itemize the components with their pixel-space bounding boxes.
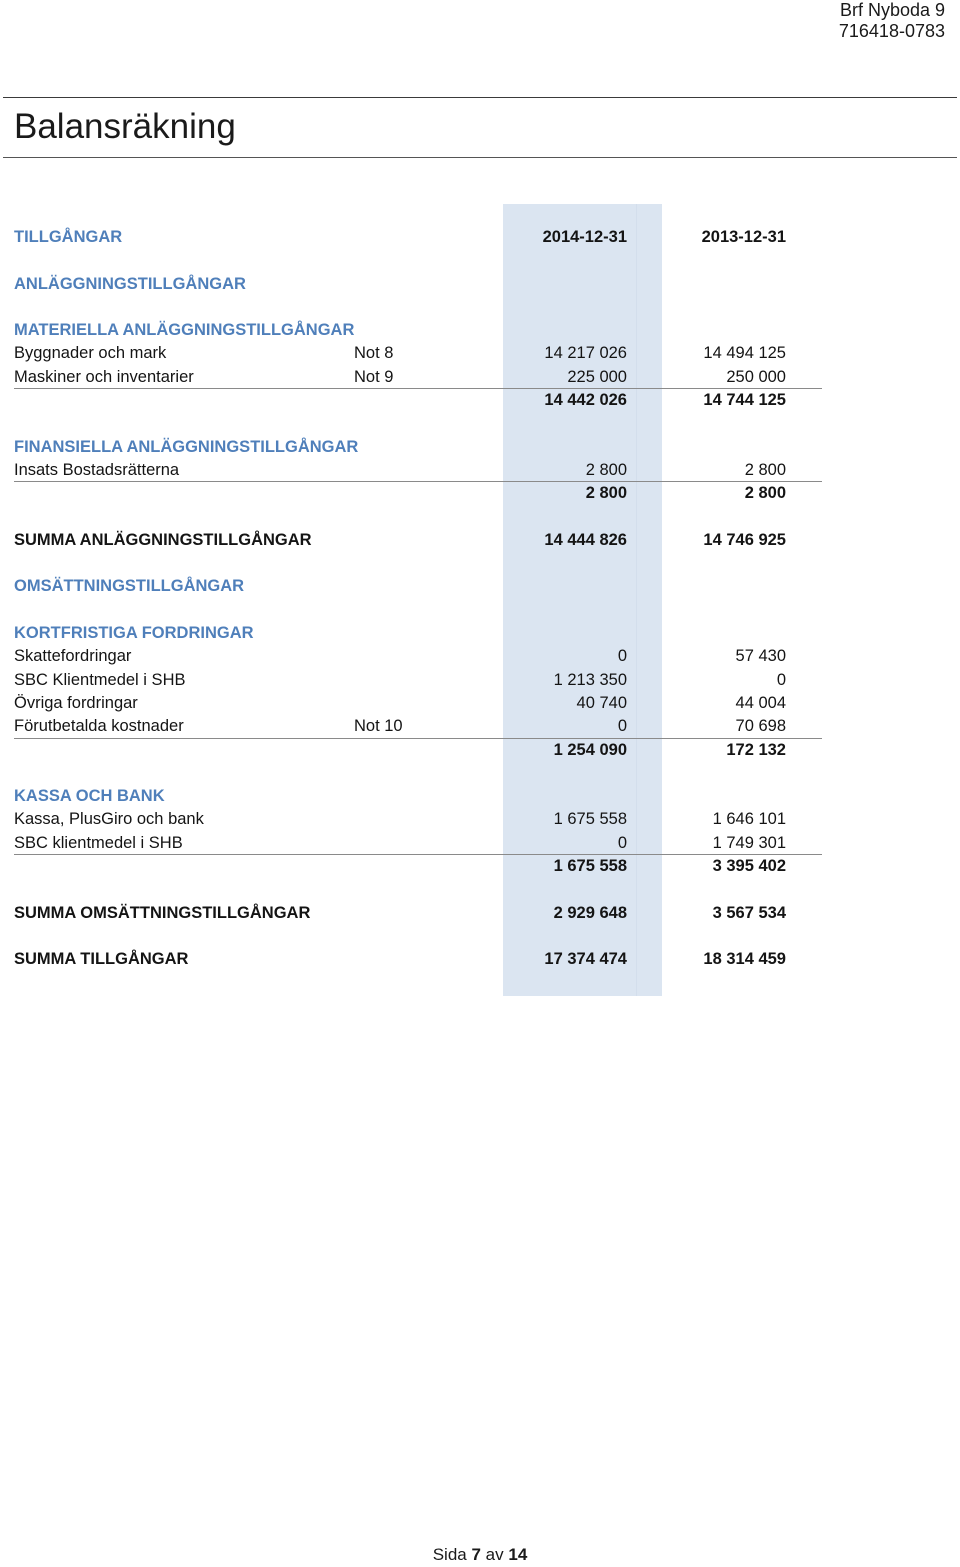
- row-label: SBC Klientmedel i SHB: [14, 670, 186, 689]
- table-row: [0, 366, 960, 389]
- value-2013: 14 494 125: [703, 344, 786, 363]
- total-2014: 2 929 648: [553, 903, 627, 922]
- value-2014: 14 217 026: [544, 344, 627, 363]
- subtotal-2013: 2 800: [744, 484, 786, 503]
- table-row: [0, 808, 960, 831]
- spacer: [0, 599, 960, 622]
- current-assets-heading: OMSÄTTNINGSTILLGÅNGAR: [14, 577, 245, 596]
- fixed-assets-heading-row: [0, 273, 960, 296]
- total-2014: 17 374 474: [544, 950, 627, 969]
- total-label: SUMMA OMSÄTTNINGSTILLGÅNGAR: [14, 903, 311, 922]
- table-row: [0, 645, 960, 668]
- page-count: 14: [508, 1545, 528, 1564]
- subtotal-2013: 3 395 402: [712, 857, 786, 876]
- row-note: Not 9: [354, 367, 394, 386]
- value-2013: 44 004: [735, 693, 786, 712]
- subtotal-row: [0, 482, 960, 505]
- spacer: [0, 249, 960, 272]
- page-title: Balansräkning: [14, 107, 236, 146]
- value-2014: 2 800: [585, 460, 627, 479]
- value-2014: 1 675 558: [553, 810, 627, 829]
- table-row: [0, 342, 960, 365]
- value-2013: 0: [776, 670, 786, 689]
- total-2013: 14 746 925: [703, 530, 786, 549]
- fixed-assets-total-row: [0, 529, 960, 552]
- table-row: [0, 669, 960, 692]
- value-2013: 57 430: [735, 647, 786, 666]
- column-header-2013: 2013-12-31: [701, 228, 786, 246]
- table-row: [0, 459, 960, 482]
- current-assets-heading-row: [0, 575, 960, 598]
- subtotal-2014: 14 442 026: [544, 391, 627, 410]
- value-2014: 225 000: [567, 367, 627, 386]
- spacer: [0, 296, 960, 319]
- page-number: 7: [471, 1545, 481, 1564]
- assets-total-row: [0, 948, 960, 971]
- subtotal-2014: 1 675 558: [553, 857, 627, 876]
- row-label: Skattefordringar: [14, 647, 132, 666]
- subtotal-row: [0, 855, 960, 878]
- total-2013: 18 314 459: [703, 950, 786, 969]
- table-row: [0, 832, 960, 855]
- value-2014: 0: [617, 717, 627, 736]
- row-label: Byggnader och mark: [14, 344, 167, 363]
- subtotal-2014: 2 800: [585, 484, 627, 503]
- fixed-assets-heading: ANLÄGGNINGSTILLGÅNGAR: [14, 274, 246, 293]
- total-2014: 14 444 826: [544, 530, 627, 549]
- value-2014: 40 740: [576, 693, 627, 712]
- balance-sheet-table: [0, 226, 960, 972]
- row-note: Not 8: [354, 344, 394, 363]
- value-2013: 2 800: [744, 460, 786, 479]
- value-2014: 0: [617, 647, 627, 666]
- subtotal-2013: 172 132: [726, 740, 786, 759]
- spacer: [0, 925, 960, 948]
- row-label: SBC klientmedel i SHB: [14, 833, 183, 852]
- subtotal-row: [0, 739, 960, 762]
- value-2014: 0: [617, 833, 627, 852]
- total-label: SUMMA ANLÄGGNINGSTILLGÅNGAR: [14, 530, 312, 549]
- tangible-assets-heading-row: [0, 319, 960, 342]
- spacer: [0, 412, 960, 435]
- total-2013: 3 567 534: [712, 903, 786, 922]
- subtotal-2013: 14 744 125: [703, 391, 786, 410]
- row-label: Maskiner och inventarier: [14, 367, 194, 386]
- spacer: [0, 506, 960, 529]
- total-label: SUMMA TILLGÅNGAR: [14, 950, 189, 969]
- row-label: Kassa, PlusGiro och bank: [14, 810, 204, 829]
- cash-heading-row: [0, 785, 960, 808]
- value-2013: 1 749 301: [712, 833, 786, 852]
- row-label: Förutbetalda kostnader: [14, 717, 184, 736]
- page-separator: av: [485, 1545, 504, 1564]
- cash-heading: KASSA OCH BANK: [14, 787, 165, 806]
- column-header-2014: 2014-12-31: [542, 228, 627, 246]
- subtotal-2014: 1 254 090: [553, 740, 627, 759]
- value-2013: 70 698: [735, 717, 786, 736]
- organization-name: Brf Nyboda 9: [839, 0, 945, 20]
- subtotal-row: [0, 389, 960, 412]
- page-label: Sida: [432, 1545, 467, 1564]
- value-2014: 1 213 350: [553, 670, 627, 689]
- spacer: [0, 552, 960, 575]
- tangible-assets-heading: MATERIELLA ANLÄGGNINGSTILLGÅNGAR: [14, 321, 355, 340]
- header-rule-bottom: [3, 157, 957, 158]
- page-footer: [0, 1545, 960, 1565]
- current-assets-total-row: [0, 902, 960, 925]
- value-2013: 1 646 101: [712, 810, 786, 829]
- row-note: Not 10: [354, 717, 403, 736]
- spacer: [0, 762, 960, 785]
- financial-assets-heading-row: [0, 436, 960, 459]
- organization-number: 716418-0783: [838, 21, 945, 41]
- row-label: Övriga fordringar: [14, 693, 138, 712]
- receivables-heading-row: [0, 622, 960, 645]
- table-row: [0, 715, 960, 738]
- financial-assets-heading: FINANSIELLA ANLÄGGNINGSTILLGÅNGAR: [14, 437, 359, 456]
- receivables-heading: KORTFRISTIGA FORDRINGAR: [14, 624, 254, 643]
- value-2013: 250 000: [726, 367, 786, 386]
- assets-heading-row: [0, 226, 960, 249]
- header-rule-top: [3, 97, 957, 98]
- spacer: [0, 878, 960, 901]
- assets-heading: TILLGÅNGAR: [14, 228, 123, 246]
- row-label: Insats Bostadsrätterna: [14, 460, 180, 479]
- table-row: [0, 692, 960, 715]
